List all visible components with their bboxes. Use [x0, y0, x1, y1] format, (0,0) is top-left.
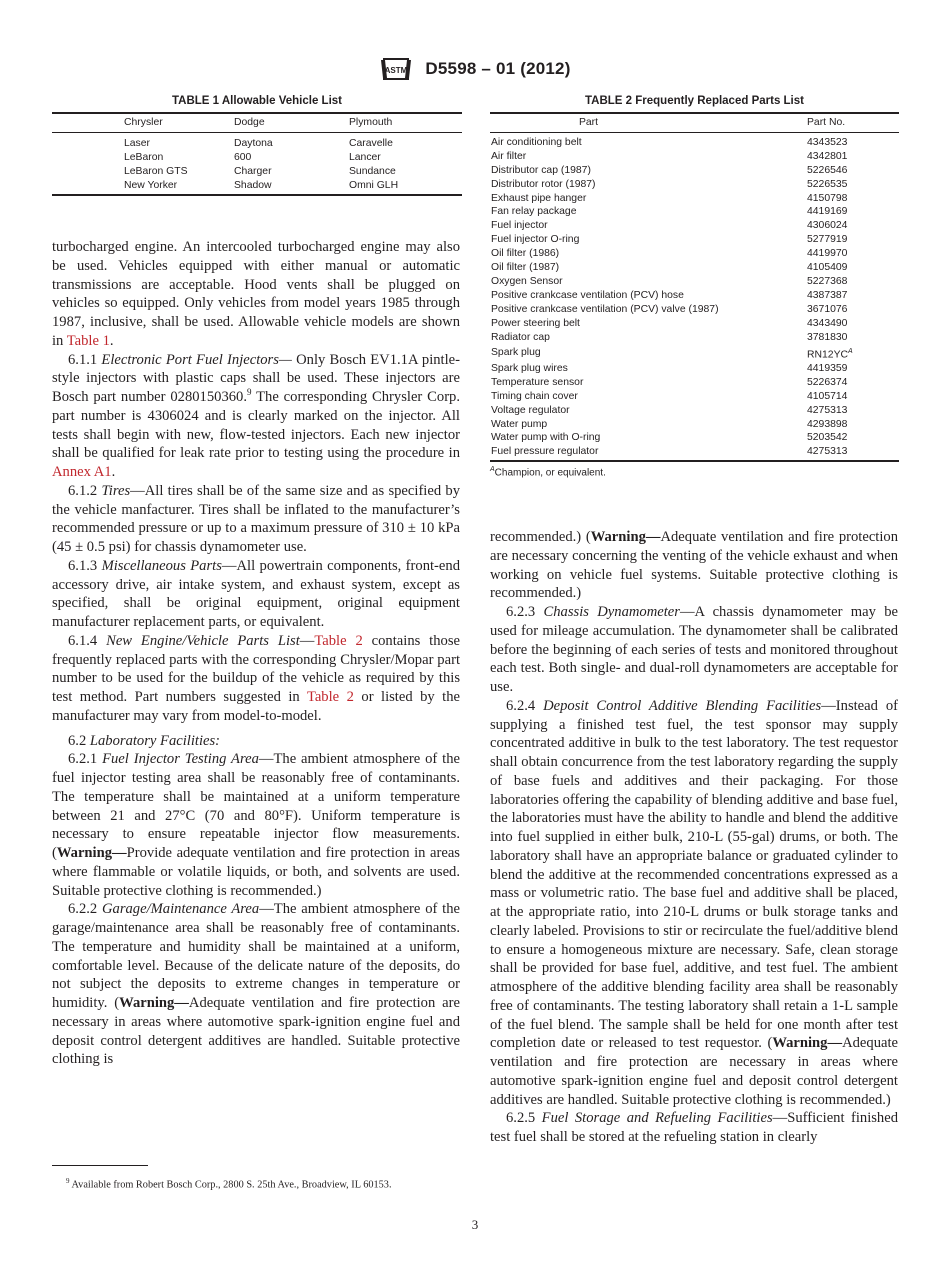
part-name: Distributor cap (1987) [491, 164, 591, 176]
table-row [490, 445, 899, 461]
part-name: Air filter [491, 150, 527, 162]
right-column [490, 528, 898, 1147]
section-title: New Engine/Vehicle Parts List [106, 632, 300, 649]
annex-a1-link[interactable]: Annex A1 [52, 464, 112, 480]
table-row [52, 165, 462, 179]
part-name: Air conditioning belt [491, 136, 582, 148]
part-name: Distributor rotor (1987) [491, 178, 596, 190]
warning-label: Warning— [56, 845, 127, 861]
left-column [52, 238, 460, 1069]
part-number: 4419359 [807, 362, 848, 374]
vehicle-table [52, 112, 462, 196]
part-name: Spark plug [491, 347, 541, 359]
warning-label: Warning— [772, 1035, 843, 1052]
part-number: 4275313 [807, 446, 848, 458]
table-row [490, 150, 899, 164]
part-number: 4342801 [807, 150, 848, 162]
part-number: 5227368 [807, 275, 848, 287]
section-6-2-3: 6.2.3 Chassis Dynamometer—A chassis dynamometer may be used for mileage accumulation. The dynamometer shall be calibrated before the beginning of each series of tests and monitored throughout each test. Both single- and dual-roll dynamometers are acceptable for use. [490, 604, 899, 695]
table-2-link[interactable]: Table 2 [306, 689, 354, 705]
table-caption: TABLE 2 Frequently Replaced Parts List [585, 95, 804, 107]
section-title: Electronic Port Fuel Injectors— [101, 351, 292, 368]
part-number: 4105409 [807, 262, 848, 274]
document-designation: D5598 – 01 (2012) [425, 59, 571, 78]
part-number: 5226535 [807, 178, 848, 190]
column-header: Part [578, 117, 599, 128]
part-number: 5226546 [807, 164, 848, 176]
page-number: 3 [471, 1217, 479, 1232]
part-name: Timing chain cover [491, 390, 578, 402]
part-number: 3671076 [807, 303, 848, 315]
section-title: Chassis Dynamometer [543, 604, 680, 620]
table-row [490, 331, 899, 345]
part-name: Spark plug wires [491, 362, 568, 374]
table-footnote: $^A$Champion, or equivalent. [490, 466, 606, 479]
section-title: Fuel Storage and Refueling Facilities [541, 1110, 773, 1127]
table-row [490, 390, 899, 404]
table-row [490, 132, 899, 149]
part-name: Oil filter (1986) [491, 248, 560, 260]
warning-label: Warning— [119, 995, 189, 1011]
table-cell: LeBaron GTS [124, 165, 188, 177]
table-cell: Shadow [234, 179, 272, 191]
footnote-divider [52, 1165, 148, 1166]
part-name: Water pump [491, 418, 548, 430]
section-6-2-1: 6.2.1 Fuel Injector Testing Area—The ambient atmosphere of the fuel injector testing area shall be reasonably free of contaminants. The temperature shall be maintained at a uniform temperature between 21 and 27°C (70 and 80°F). Uniform temperature is necessary to ensure repeatable injector flow measurements. (Warning—Provide adequate ventilation and fire protection in areas where flammable or volatile liquids, or both, and solvents are used. Suitable protective clothing is recommended.) [52, 751, 460, 899]
section-6-2-5: 6.2.5 Fuel Storage and Refueling Facilities—Sufficient finished test fuel shall be stored at the refueling station in clearly [490, 1110, 899, 1145]
section-6-1-3: 6.1.3 Miscellaneous Parts—All powertrain components, front-end accessory drive, air intake system, and exhaust system, except as specified, shall be original equipment, original equipment manufacturer replacement parts, or equivalent. [52, 557, 460, 630]
part-number: 4343523 [807, 136, 848, 148]
table-row [490, 431, 899, 445]
part-name: Fan relay package [491, 206, 577, 218]
table-cell: Daytona [234, 137, 273, 149]
table-row [490, 261, 899, 275]
part-number: 5203542 [807, 432, 848, 444]
part-number: 4293898 [807, 418, 848, 430]
part-number: 5226374 [807, 376, 848, 388]
table-caption: TABLE 1 Allowable Vehicle List [172, 95, 342, 107]
part-name: Positive crankcase ventilation (PCV) hose [491, 289, 684, 301]
table-cell: New Yorker [124, 179, 178, 191]
table-row [490, 317, 899, 331]
column-header: Part No. [807, 117, 846, 128]
part-name: Fuel injector O-ring [491, 234, 580, 246]
part-name: Exhaust pipe hanger [491, 192, 587, 204]
section-6-1-2: 6.1.2 Tires—All tires shall be of the same size and as specified by the vehicle manfacturer. Tires shall be inflated to the manufacturer’s recommended pressure or up to a maximum pressure of 310 ± 10 kPa (45 ± 0.5 psi) for chassis dynamometer use. [52, 482, 460, 555]
svg-text:ASTM: ASTM [385, 66, 408, 75]
table-row [490, 192, 899, 206]
section-title: Deposit Control Additive Blending Facilities [543, 697, 822, 714]
table-row [490, 376, 899, 390]
section-6-2-4: 6.2.4 Deposit Control Additive Blending Facilities—Instead of supplying a finished test fuel, the test sponsor may supply concentrated additive in bulk to the test laboratory. The test requestor shall obtain concurrence from the test laboratory regarding the supply of base fuels and additives and their packaging. For those laboratories offering the capability of blending additive and base fuel, the laboratories must have the ability to handle and blend the additive into fuel supplied in either bulk, 210-L (55-gal) drums, or both. The laboratory shall have an appropriate balance or graduated cylinder to blend the additive at the recommended concentrations expressed as a mass or volumetric ratio. The base fuel and additive shall be placed, at the appropriate ratio, into 210-L drums or bulk storage tanks and clearly labeled. Provisions to stir or recirculate the fuel/additive blend to ensure a homogeneous mixture are necessary. Safe, clean storage shall be provided for base fuel, additive, and test fuel. The ambient atmosphere of the additive blending facility area shall be reasonably free of contaminants. The testing laboratory shall retain a 1-L sample of the fuel blend. The sample shall be held for one month after test completion date or released to test requestor. (Warning—Adequate ventilation and fire protection are necessary in areas where automotive spark-ignition engine fuel and deposit control detergent additives are handled. Suitable protective clothing is recommended.) [490, 697, 898, 1108]
table-row [490, 303, 899, 317]
part-name: Positive crankcase ventilation (PCV) valve (1987) [491, 303, 719, 315]
part-name: Oil filter (1987) [491, 262, 560, 274]
footnote-mark: A [848, 347, 853, 355]
part-number: 4275313 [807, 404, 848, 416]
table-row [490, 345, 899, 362]
column-header: Chrysler [124, 117, 163, 128]
part-number: 3781830 [807, 331, 848, 343]
part-number: 4105714 [807, 390, 848, 402]
column-header: Dodge [234, 117, 265, 128]
footnote-mark: 9 [66, 1177, 70, 1185]
footnote-mark: A [490, 466, 495, 474]
part-name: Radiator cap [491, 331, 550, 343]
part-number: 4306024 [807, 220, 848, 232]
footnote: $^9$ Available from Robert Bosch Corp., 2800 S. 25th Ave., Broadview, IL 60153. [66, 1177, 392, 1191]
table-row [490, 289, 899, 303]
table-2-link[interactable]: Table 2 [314, 632, 363, 649]
table-row [490, 219, 899, 233]
table-cell: 600 [234, 151, 252, 163]
part-number: 4343490 [807, 317, 848, 329]
table-header-row [490, 113, 899, 132]
table-1-link[interactable]: Table 1 [66, 332, 110, 349]
part-name: Fuel pressure regulator [491, 446, 599, 458]
warning-label: Warning— [590, 529, 661, 545]
table-row [52, 179, 462, 195]
table-row [490, 404, 899, 418]
document-header [0, 56, 950, 82]
table-row [490, 205, 899, 219]
section-title: Laboratory Facilities: [89, 732, 221, 749]
part-name: Voltage regulator [491, 404, 570, 416]
paragraph: turbocharged engine. An intercooled turbocharged engine may also be used. Vehicles equipped with either manual or automatic transmissions are acceptable. Hood vents shall be plugged on vehicles so equipped. Only vehicles from model years 1985 through 1987, inclusive, shall be used. Allowable vehicle models are shown in Table 1. [52, 239, 460, 349]
table-row [490, 178, 899, 192]
section-title: Miscellaneous Parts [101, 557, 222, 574]
section-title: Tires [101, 482, 131, 499]
part-number: 4150798 [807, 192, 848, 204]
section-title: Fuel Injector Testing Area [102, 751, 259, 768]
footnote-ref: 9 [247, 387, 252, 398]
table-row [490, 164, 899, 178]
paragraph-continued: recommended.) (Warning—Adequate ventilation and fire protection are necessary concerning the venting of the vehicle exhaust and when working on vehicle fuel systems. Suitable protective clothing is recommended.) [490, 529, 898, 602]
section-6-1-4: 6.1.4 New Engine/Vehicle Parts List—Table 2 contains those frequently replaced parts with the corresponding Chrysler/Mopar part number to be used for the buildup of the vehicle as required by this test method. Part numbers suggested in Table 2 or listed by the manufacturer may vary from model-to-model. [52, 632, 461, 724]
part-number: 4387387 [807, 289, 848, 301]
section-6-2: 6.2 Laboratory Facilities: [68, 732, 221, 749]
table-cell: Sundance [349, 165, 396, 177]
part-name: Fuel injector [491, 220, 548, 232]
table-allowable-vehicles [52, 95, 462, 196]
column-header: Plymouth [349, 117, 393, 128]
table-cell: LeBaron [124, 151, 164, 163]
table-row [490, 275, 899, 289]
table-row [490, 418, 899, 432]
section-6-2-2: 6.2.2 Garage/Maintenance Area—The ambient atmosphere of the garage/maintenance area shall be reasonably free of contaminants. The temperature and humidity shall be maintained at a uniform, comfortable level. Because of the delicate nature of the deposits, do not subject the deposits to extreme changes in temperature or humidity. (Warning—Adequate ventilation and fire protection are necessary in areas where automotive spark-ignition engine fuel and deposit control detergent additives are handled. Suitable protective clothing is [52, 901, 460, 1068]
parts-table [490, 112, 899, 462]
part-number: $RN12YC^A$ [807, 347, 853, 360]
table-replaced-parts [490, 95, 899, 479]
part-number: 4419970 [807, 248, 848, 260]
table-row [52, 151, 462, 165]
part-number: 4419169 [807, 206, 848, 218]
table-row [490, 247, 899, 261]
part-name: Temperature sensor [491, 376, 584, 388]
table-row [490, 362, 899, 376]
part-name: Oxygen Sensor [491, 275, 563, 287]
table-header-row [52, 113, 462, 132]
part-name: Water pump with O-ring [491, 432, 601, 444]
table-cell: Caravelle [349, 137, 393, 149]
table-row [490, 233, 899, 247]
section-title: Garage/Maintenance Area [102, 901, 260, 918]
table-cell: Omni GLH [349, 179, 399, 191]
table-cell: Charger [234, 165, 272, 177]
table-cell: Laser [124, 137, 150, 149]
table-cell: Lancer [349, 151, 381, 163]
astm-logo-icon [379, 56, 413, 82]
part-name: Power steering belt [491, 317, 580, 329]
table-row [52, 132, 462, 150]
part-number: 5277919 [807, 234, 848, 246]
section-6-1-1: 6.1.1 Electronic Port Fuel Injectors— Only Bosch EV1.1A pintle-style injectors with plastic caps shall be used. These injectors are Bosch part number 0280150360.$^9$ The corresponding Chrysler Corp. part number is 4306024 and is clearly marked on the injector. All tests shall begin with new, flow-tested injectors. Each new injector shall be qualified for leak rate prior to testing using the procedure in Annex A1. [52, 351, 460, 480]
